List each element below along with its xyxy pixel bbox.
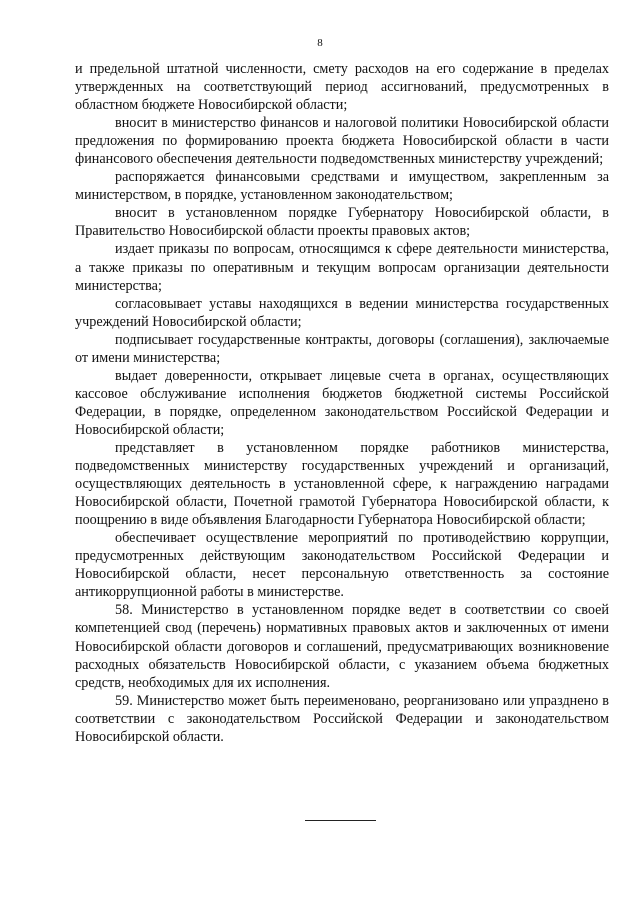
paragraph-funds-disposal: распоряжается финансовыми средствами и имуществом, закрепленным за министерством, в порядке, установленном законодательством;: [75, 169, 609, 204]
page-number: 8: [317, 37, 323, 49]
paragraph-finance-proposals: вносит в министерство финансов и налоговой политики Новосибирской области предложения по формированию проекта бюджета Новосибирской области в части финансового обеспечения деятельности подведомственных министерству учреждений;: [75, 115, 609, 168]
document-body: [75, 60, 609, 746]
paragraph-item-58: 58. Министерство в установленном порядке ведет в соответствии со своей компетенцией свод (перечень) нормативных правовых актов и заключенных от имени Новосибирской области договоров и соглашений, предусматривающих возникновение расходных обязательств Новосибирской области, с указанием объема бюджетных средств, необходимых для их исполнения.: [75, 602, 609, 691]
paragraph-awards: представляет в установленном порядке работников министерства, подведомственных министерству государственных учреждений и организаций, осуществляющих деятельность в установленной сфере, к награждению наградами Новосибирской области, Почетной грамотой Губернатора Новосибирской области, к поощрению в виде объявления Благодарности Губернатора Новосибирской области;: [75, 439, 609, 529]
paragraph-charters: согласовывает уставы находящихся в ведении министерства государственных учреждений Новосибирской области;: [75, 295, 609, 330]
paragraph-legal-acts: вносит в установленном порядке Губернатору Новосибирской области, в Правительство Новосибирской области проекты правовых актов;: [75, 205, 609, 240]
paragraph-powers-of-attorney: выдает доверенности, открывает лицевые счета в органах, осуществляющих кассовое обслуживание исполнения бюджетов бюджетной системы Российской Федерации, в порядке, определенном законодательством Российской Федерации и Новосибирской области;: [75, 367, 609, 438]
paragraph-orders: издает приказы по вопросам, относящимся к сфере деятельности министерства, а также приказы по оперативным и текущим вопросам организации деятельности министерства;: [75, 241, 609, 294]
end-of-document-rule: [305, 820, 376, 821]
paragraph-continuation: и предельной штатной численности, смету расходов на его содержание в пределах утвержденных на соответствующий период ассигнований, предусмотренных в областном бюджете Новосибирской области;: [75, 61, 609, 114]
paragraph-item-59: 59. Министерство может быть переименовано, реорганизовано или упразднено в соответствии с законодательством Российской Федерации и законодательством Новосибирской области.: [75, 692, 609, 745]
paragraph-contracts: подписывает государственные контракты, договоры (соглашения), заключаемые от имени министерства;: [75, 331, 609, 366]
paragraph-anti-corruption: обеспечивает осуществление мероприятий по противодействию коррупции, предусмотренных действующим законодательством Российской Федерации и Новосибирской области, несет персональную ответственность за состояние антикоррупционной работы в министерстве.: [75, 530, 609, 601]
